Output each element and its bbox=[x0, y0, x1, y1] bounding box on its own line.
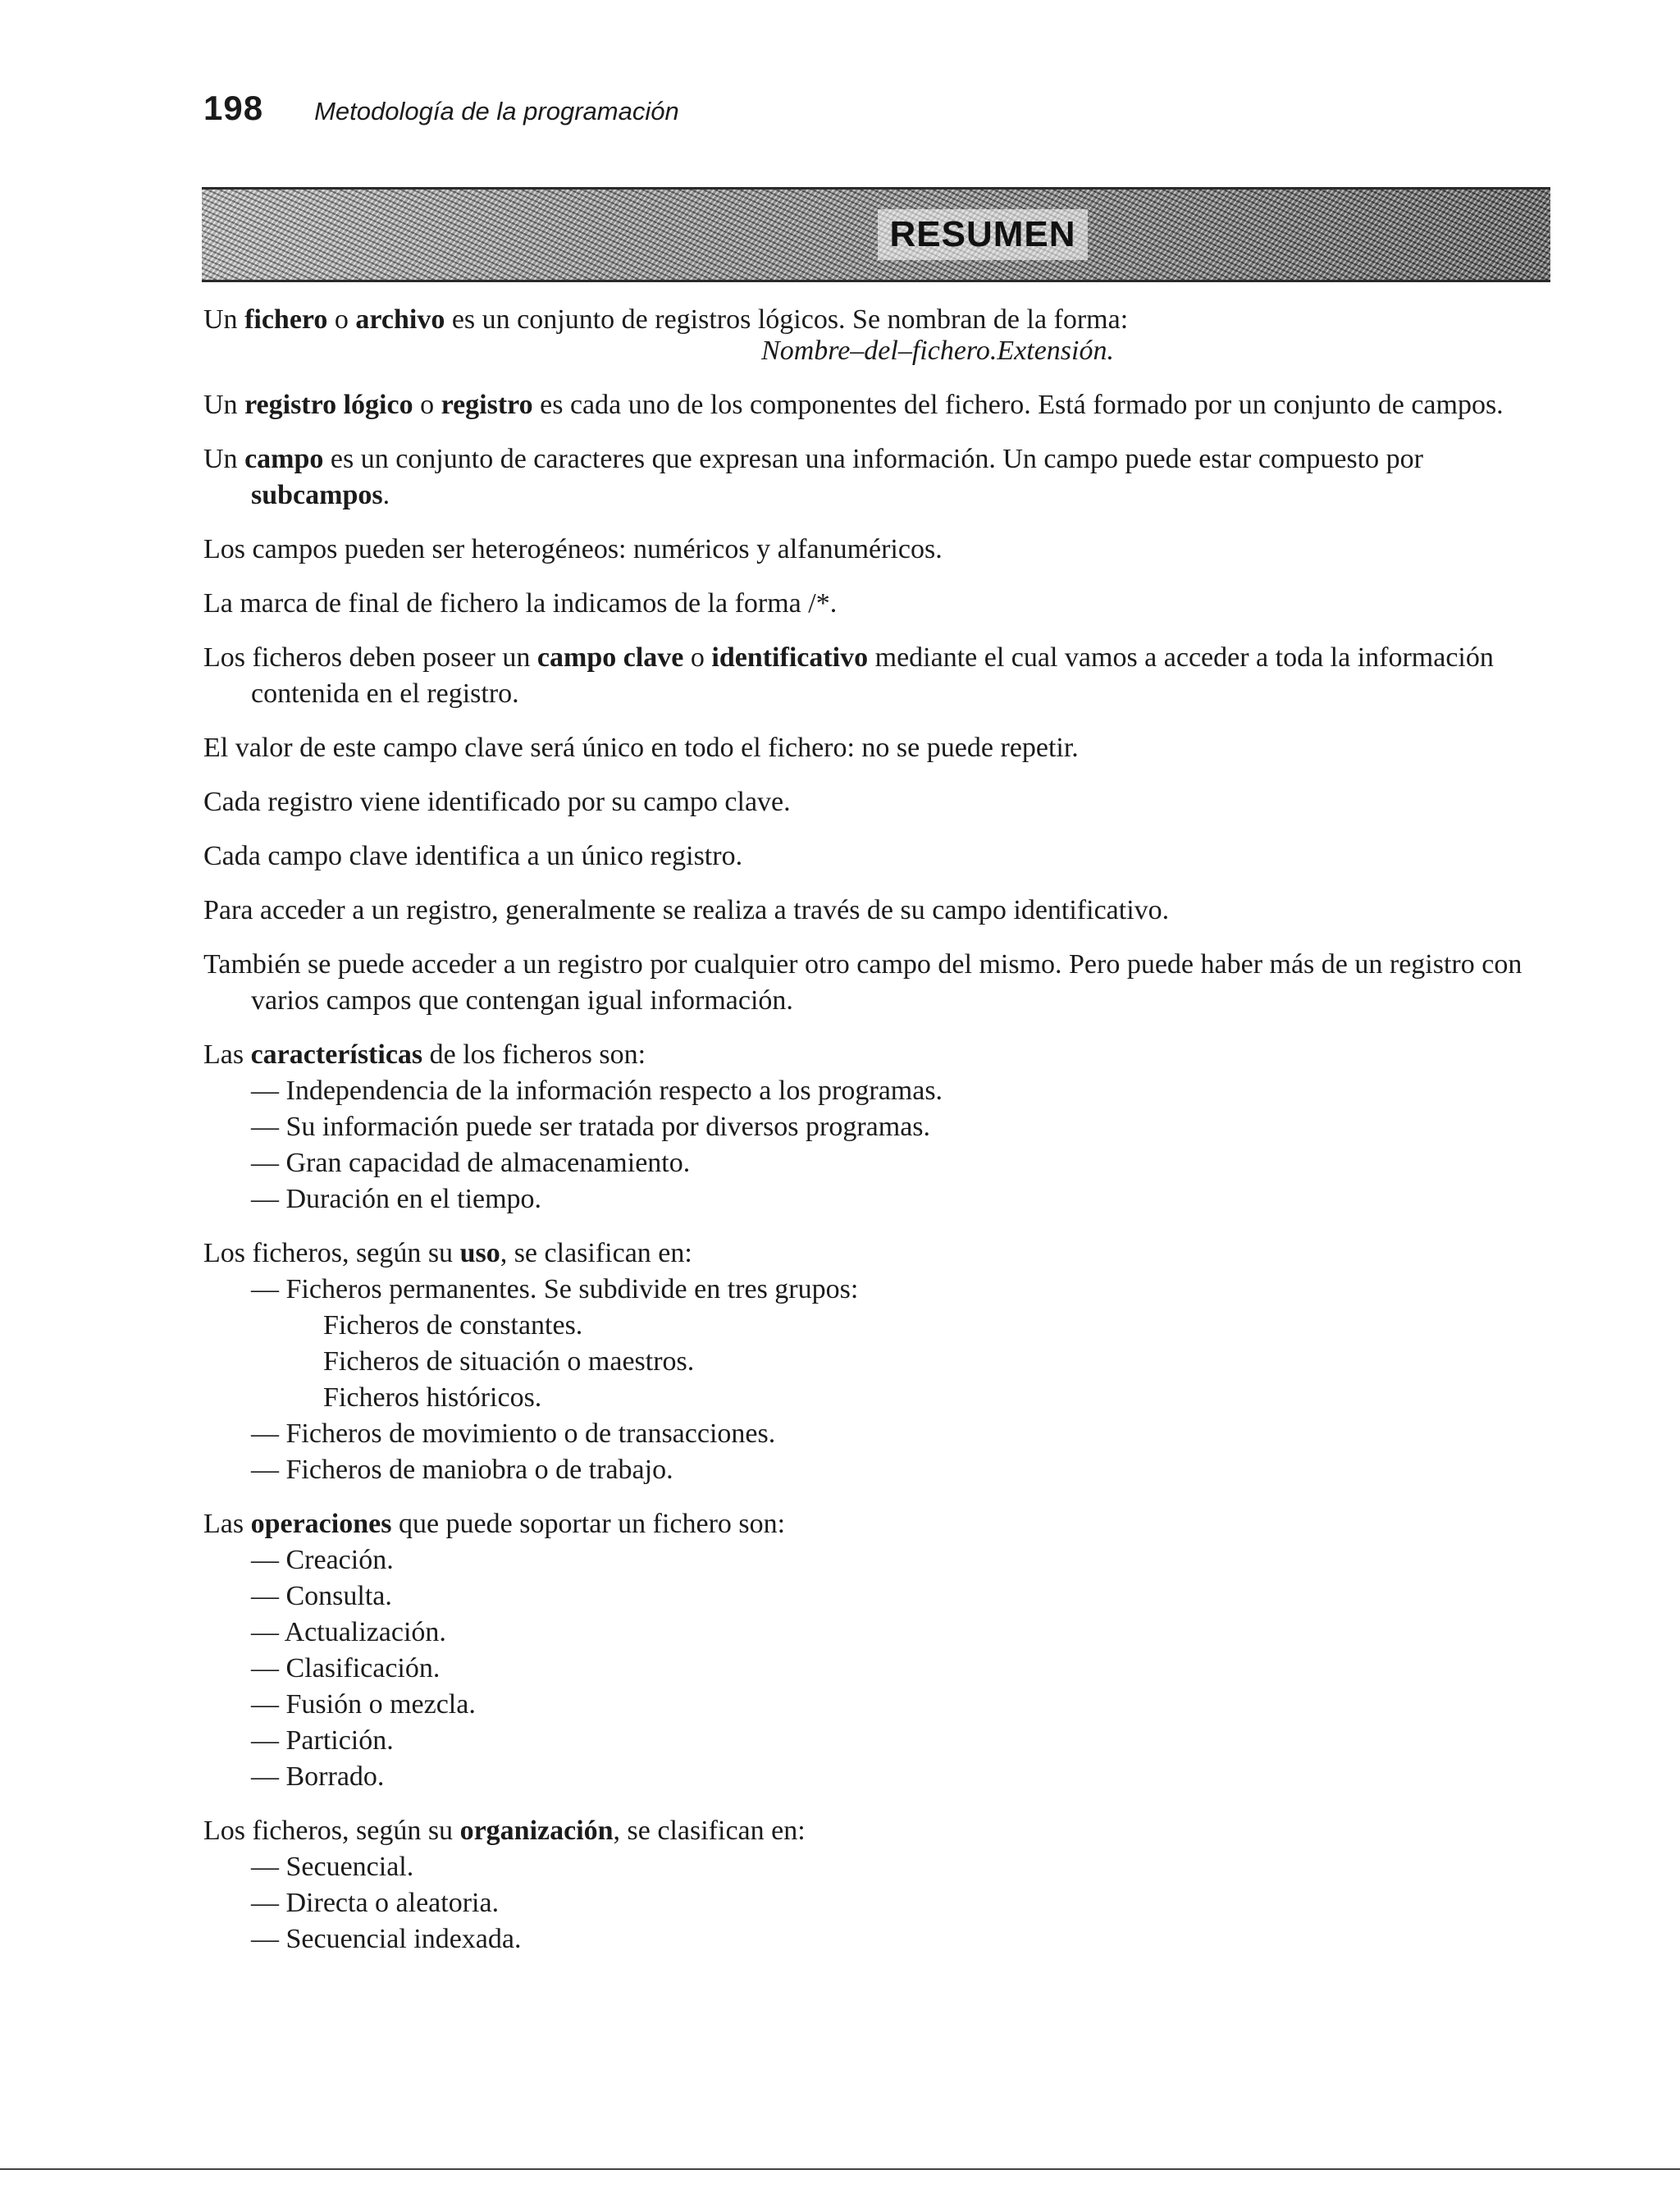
term-uso: uso bbox=[459, 1238, 500, 1268]
text: Las bbox=[203, 1509, 251, 1539]
running-title: Metodología de la programación bbox=[314, 97, 679, 126]
list-item: — Creación. bbox=[251, 1545, 394, 1575]
term-caracteristicas: características bbox=[250, 1039, 423, 1070]
paragraph-acceder: Para acceder a un registro, generalmente se realiza a través de su campo identificativo. bbox=[203, 895, 1170, 925]
text: Las bbox=[203, 1039, 251, 1070]
paragraph-campo-identifica: Cada campo clave identifica a un único registro. bbox=[203, 841, 743, 871]
text: mediante el cual vamos a acceder a toda la información contenida en el registro. bbox=[251, 642, 1494, 709]
list-item: — Ficheros de maniobra o de trabajo. bbox=[251, 1455, 673, 1485]
uso-list bbox=[203, 1272, 1557, 1488]
summary-content bbox=[203, 302, 1557, 1976]
list-item: — Partición. bbox=[251, 1725, 394, 1756]
term-registro: registro bbox=[441, 390, 533, 420]
text: Un bbox=[203, 304, 245, 335]
text: . bbox=[382, 480, 390, 510]
sub-list-item: Ficheros históricos. bbox=[323, 1382, 542, 1413]
text: Un bbox=[203, 444, 245, 474]
text: , se clasifican en: bbox=[500, 1238, 692, 1268]
term-fichero: fichero bbox=[244, 304, 328, 335]
paragraph-operaciones bbox=[203, 1506, 1557, 1542]
paragraph-registro bbox=[203, 387, 1557, 423]
list-item: — Duración en el tiempo. bbox=[251, 1184, 542, 1214]
page-number: 198 bbox=[203, 89, 264, 127]
list-item: — Ficheros de movimiento o de transacciones. bbox=[251, 1418, 776, 1449]
caracteristicas-list bbox=[203, 1073, 1557, 1217]
text: , se clasifican en: bbox=[613, 1816, 806, 1846]
section-title: RESUMEN bbox=[878, 209, 1087, 260]
text: de los ficheros son: bbox=[422, 1039, 646, 1070]
sub-list-item: Ficheros de situación o maestros. bbox=[323, 1346, 695, 1377]
text: o bbox=[683, 642, 712, 673]
term-operaciones: operaciones bbox=[250, 1509, 392, 1539]
list-item: — Independencia de la información respecto a los programas. bbox=[251, 1076, 943, 1106]
list-item: — Secuencial. bbox=[251, 1852, 414, 1882]
paragraph-organizacion bbox=[203, 1813, 1557, 1849]
section-banner bbox=[202, 187, 1550, 282]
term-identificativo: identificativo bbox=[711, 642, 869, 673]
text: es cada uno de los componentes del fichero. Está formado por un conjunto de campos. bbox=[532, 390, 1504, 420]
sub-list-item: Ficheros de constantes. bbox=[323, 1310, 583, 1341]
list-item: — Ficheros permanentes. Se subdivide en tres grupos: bbox=[251, 1274, 859, 1304]
paragraph-valor-unico: El valor de este campo clave será único en todo el fichero: no se puede repetir. bbox=[203, 733, 1079, 763]
text: Los ficheros, según su bbox=[203, 1238, 460, 1268]
text: Los ficheros deben poseer un bbox=[203, 642, 537, 673]
list-item: — Directa o aleatoria. bbox=[251, 1888, 500, 1918]
term-archivo: archivo bbox=[355, 304, 445, 335]
list-item: — Secuencial indexada. bbox=[251, 1924, 522, 1954]
list-item: — Consulta. bbox=[251, 1581, 392, 1611]
text: Un bbox=[203, 390, 245, 420]
paragraph-caracteristicas bbox=[203, 1037, 1557, 1073]
text: es un conjunto de registros lógicos. Se nombran de la forma: bbox=[445, 304, 1129, 335]
term-campo-clave: campo clave bbox=[536, 642, 684, 673]
filename-format: Nombre–del–fichero.Extensión. bbox=[761, 336, 1114, 366]
term-registro-logico: registro lógico bbox=[244, 390, 413, 420]
paragraph-otro-campo: También se puede acceder a un registro por cualquier otro campo del mismo. Pero puede haber más de un registro con varios campos que contengan igual información. bbox=[203, 949, 1522, 1016]
list-item: — Clasificación. bbox=[251, 1653, 441, 1683]
text: Los ficheros, según su bbox=[203, 1816, 460, 1846]
list-item: — Su información puede ser tratada por diversos programas. bbox=[251, 1112, 931, 1142]
text: o bbox=[327, 304, 356, 335]
text: o bbox=[413, 390, 441, 420]
operaciones-list bbox=[203, 1542, 1557, 1795]
paragraph-campo bbox=[203, 441, 1557, 514]
paragraph-marca-final: La marca de final de fichero la indicamos de la forma /*. bbox=[203, 588, 838, 619]
page-bottom-rule bbox=[0, 2168, 1680, 2170]
text: que puede soportar un fichero son: bbox=[391, 1509, 786, 1539]
paragraph-campo-clave bbox=[203, 640, 1557, 712]
page-header bbox=[203, 89, 679, 128]
paragraph-uso bbox=[203, 1236, 1557, 1272]
term-campo: campo bbox=[244, 444, 324, 474]
list-item: — Fusión o mezcla. bbox=[251, 1689, 476, 1720]
list-item: — Gran capacidad de almacenamiento. bbox=[251, 1148, 691, 1178]
text: es un conjunto de caracteres que expresan una información. Un campo puede estar compuesto por bbox=[323, 444, 1423, 474]
organizacion-list bbox=[203, 1849, 1557, 1957]
term-subcampos: subcampos bbox=[251, 480, 383, 510]
list-item: — Borrado. bbox=[251, 1761, 385, 1792]
term-organizacion: organización bbox=[459, 1816, 614, 1846]
list-item: — Actualización. bbox=[251, 1617, 446, 1647]
paragraph-registro-identificado: Cada registro viene identificado por su campo clave. bbox=[203, 787, 791, 817]
paragraph-campos-tipos: Los campos pueden ser heterogéneos: numéricos y alfanuméricos. bbox=[203, 534, 943, 564]
